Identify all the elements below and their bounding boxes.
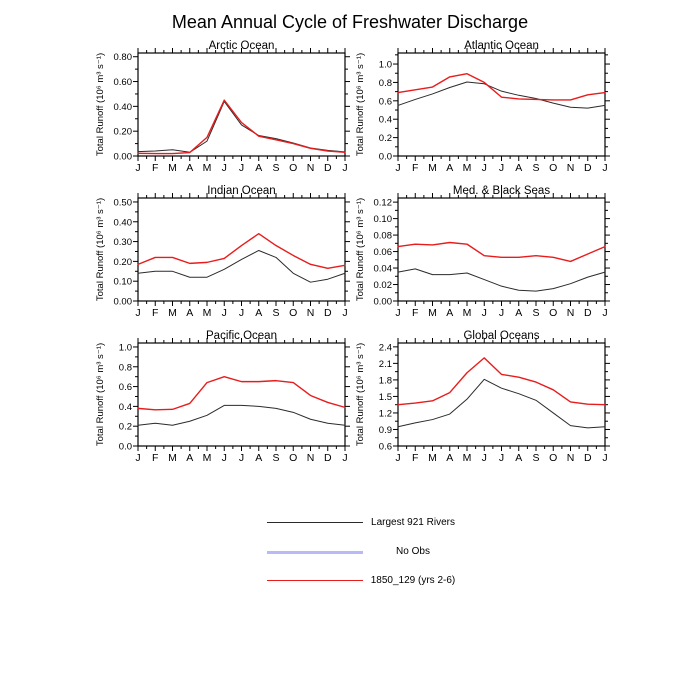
svg-text:0.00: 0.00 (113, 151, 132, 163)
svg-text:J: J (602, 452, 608, 464)
svg-text:O: O (289, 307, 298, 319)
svg-text:D: D (583, 162, 592, 174)
legend-line-black (267, 522, 363, 523)
svg-text:M: M (168, 452, 177, 464)
svg-text:0.8: 0.8 (118, 362, 132, 374)
svg-text:F: F (412, 452, 419, 464)
svg-text:0.50: 0.50 (113, 197, 132, 209)
svg-text:Total Runoff (10⁶ m³ s⁻¹): Total Runoff (10⁶ m³ s⁻¹) (355, 342, 366, 447)
svg-text:N: N (566, 162, 575, 174)
svg-text:0.6: 0.6 (118, 382, 132, 394)
svg-text:Total Runoff (10⁶ m³ s⁻¹): Total Runoff (10⁶ m³ s⁻¹) (95, 197, 106, 302)
svg-text:0.2: 0.2 (378, 133, 392, 145)
panel-atlantic-ocean (328, 40, 628, 185)
svg-text:S: S (272, 307, 280, 319)
panel-med-black-seas (328, 185, 628, 330)
svg-text:F: F (412, 162, 419, 174)
svg-text:J: J (135, 307, 141, 319)
svg-text:0.6: 0.6 (378, 96, 392, 108)
legend-label: No Obs (396, 546, 430, 557)
svg-text:0.00: 0.00 (373, 296, 392, 308)
svg-text:Atlantic Ocean: Atlantic Ocean (464, 40, 539, 52)
svg-text:J: J (135, 162, 141, 174)
svg-text:0.00: 0.00 (113, 296, 132, 308)
svg-text:M: M (462, 162, 472, 174)
svg-text:N: N (306, 307, 315, 319)
svg-text:J: J (221, 452, 227, 464)
legend-item-largest-921-rivers (0, 517, 700, 529)
svg-text:M: M (462, 452, 472, 464)
panel-indian-ocean (68, 185, 368, 330)
svg-text:0.6: 0.6 (378, 441, 392, 453)
svg-text:O: O (289, 162, 298, 174)
svg-text:0.2: 0.2 (118, 421, 132, 433)
svg-text:N: N (306, 162, 315, 174)
svg-text:J: J (602, 307, 608, 319)
svg-text:0.08: 0.08 (373, 230, 392, 242)
svg-text:0.30: 0.30 (113, 237, 132, 249)
svg-text:0.0: 0.0 (378, 151, 392, 163)
svg-text:J: J (238, 452, 245, 464)
svg-text:0.80: 0.80 (113, 52, 132, 64)
legend-item-1850-129 (0, 575, 700, 587)
panel-arctic-ocean (68, 40, 368, 185)
svg-text:J: J (481, 162, 487, 174)
svg-text:0.12: 0.12 (373, 197, 392, 209)
svg-text:F: F (152, 162, 159, 174)
svg-text:1.8: 1.8 (378, 375, 392, 387)
svg-text:O: O (289, 452, 298, 464)
svg-text:0.20: 0.20 (113, 256, 132, 268)
svg-text:Arctic Ocean: Arctic Ocean (208, 40, 275, 52)
panel-pacific-ocean (68, 330, 368, 475)
svg-text:J: J (342, 452, 348, 464)
legend-item-no-obs (0, 546, 700, 558)
svg-text:A: A (446, 162, 454, 174)
svg-text:Total Runoff (10⁶ m³ s⁻¹): Total Runoff (10⁶ m³ s⁻¹) (95, 52, 106, 157)
svg-text:Total Runoff (10⁶ m³ s⁻¹): Total Runoff (10⁶ m³ s⁻¹) (355, 52, 366, 157)
svg-text:M: M (428, 307, 437, 319)
svg-text:0.8: 0.8 (378, 77, 392, 89)
svg-text:A: A (515, 452, 523, 464)
svg-text:M: M (428, 162, 437, 174)
chart-svg-1 (328, 40, 628, 185)
svg-text:0.02: 0.02 (373, 280, 392, 292)
svg-text:D: D (583, 452, 592, 464)
svg-text:A: A (446, 452, 454, 464)
svg-text:0.40: 0.40 (113, 101, 132, 113)
svg-text:J: J (395, 162, 401, 174)
svg-text:N: N (306, 452, 315, 464)
svg-text:F: F (412, 307, 419, 319)
svg-text:0.06: 0.06 (373, 247, 392, 259)
svg-text:J: J (342, 162, 348, 174)
svg-text:M: M (202, 452, 212, 464)
svg-text:0.60: 0.60 (113, 77, 132, 89)
svg-text:S: S (272, 452, 280, 464)
chart-svg-3 (328, 185, 628, 330)
svg-text:Pacific Ocean: Pacific Ocean (206, 330, 277, 342)
legend-label: Largest 921 Rivers (371, 517, 455, 528)
svg-text:O: O (549, 452, 558, 464)
svg-text:0.9: 0.9 (378, 424, 392, 436)
svg-text:S: S (532, 452, 540, 464)
svg-text:F: F (152, 307, 159, 319)
svg-text:A: A (186, 162, 194, 174)
svg-text:M: M (428, 452, 437, 464)
svg-text:2.4: 2.4 (378, 342, 392, 354)
svg-text:J: J (498, 307, 505, 319)
svg-text:D: D (323, 307, 332, 319)
svg-text:J: J (498, 452, 505, 464)
svg-text:J: J (395, 452, 401, 464)
svg-text:A: A (515, 162, 523, 174)
svg-text:Global Oceans: Global Oceans (463, 330, 540, 342)
svg-text:J: J (481, 307, 487, 319)
svg-text:Total Runoff (10⁶ m³ s⁻¹): Total Runoff (10⁶ m³ s⁻¹) (355, 197, 366, 302)
legend-line-red (267, 580, 363, 581)
svg-text:M: M (202, 162, 212, 174)
svg-text:0.0: 0.0 (118, 441, 132, 453)
svg-text:A: A (515, 307, 523, 319)
svg-text:2.1: 2.1 (378, 358, 392, 370)
legend-line-blue (267, 551, 363, 554)
svg-text:J: J (221, 307, 227, 319)
legend-label: 1850_129 (yrs 2-6) (370, 575, 456, 586)
svg-text:Total Runoff (10⁶ m³ s⁻¹): Total Runoff (10⁶ m³ s⁻¹) (95, 342, 106, 447)
svg-text:A: A (186, 452, 194, 464)
chart-svg-0 (68, 40, 368, 185)
svg-text:A: A (255, 162, 263, 174)
svg-text:M: M (202, 307, 212, 319)
svg-text:J: J (342, 307, 348, 319)
svg-text:1.2: 1.2 (378, 408, 392, 420)
svg-text:A: A (446, 307, 454, 319)
svg-text:M: M (462, 307, 472, 319)
svg-text:1.0: 1.0 (118, 342, 132, 354)
svg-text:J: J (481, 452, 487, 464)
svg-text:J: J (238, 162, 245, 174)
svg-text:O: O (549, 162, 558, 174)
svg-text:D: D (323, 162, 332, 174)
chart-svg-4 (68, 330, 368, 475)
svg-text:M: M (168, 307, 177, 319)
svg-text:0.20: 0.20 (113, 126, 132, 138)
svg-text:M: M (168, 162, 177, 174)
panel-global-oceans (328, 330, 628, 475)
svg-text:0.4: 0.4 (118, 401, 132, 413)
svg-text:S: S (532, 162, 540, 174)
svg-text:S: S (272, 162, 280, 174)
svg-text:0.04: 0.04 (373, 263, 392, 275)
svg-text:D: D (583, 307, 592, 319)
svg-text:N: N (566, 452, 575, 464)
chart-svg-5 (328, 330, 628, 475)
svg-text:0.10: 0.10 (113, 276, 132, 288)
svg-text:1.0: 1.0 (378, 59, 392, 71)
chart-svg-2 (68, 185, 368, 330)
svg-text:J: J (602, 162, 608, 174)
svg-text:O: O (549, 307, 558, 319)
svg-text:1.5: 1.5 (378, 391, 392, 403)
svg-text:D: D (323, 452, 332, 464)
svg-text:N: N (566, 307, 575, 319)
figure-title: Mean Annual Cycle of Freshwater Discharge (171, 12, 529, 32)
svg-text:Indian Ocean: Indian Ocean (207, 185, 276, 197)
svg-text:A: A (186, 307, 194, 319)
svg-text:J: J (238, 307, 245, 319)
svg-text:0.40: 0.40 (113, 217, 132, 229)
svg-text:S: S (532, 307, 540, 319)
svg-text:0.4: 0.4 (378, 114, 392, 126)
svg-text:0.10: 0.10 (373, 214, 392, 226)
svg-text:Med. & Black Seas: Med. & Black Seas (452, 185, 551, 197)
svg-text:A: A (255, 452, 263, 464)
svg-text:A: A (255, 307, 263, 319)
svg-text:J: J (221, 162, 227, 174)
svg-text:F: F (152, 452, 159, 464)
svg-text:J: J (135, 452, 141, 464)
svg-text:J: J (395, 307, 401, 319)
svg-text:J: J (498, 162, 505, 174)
